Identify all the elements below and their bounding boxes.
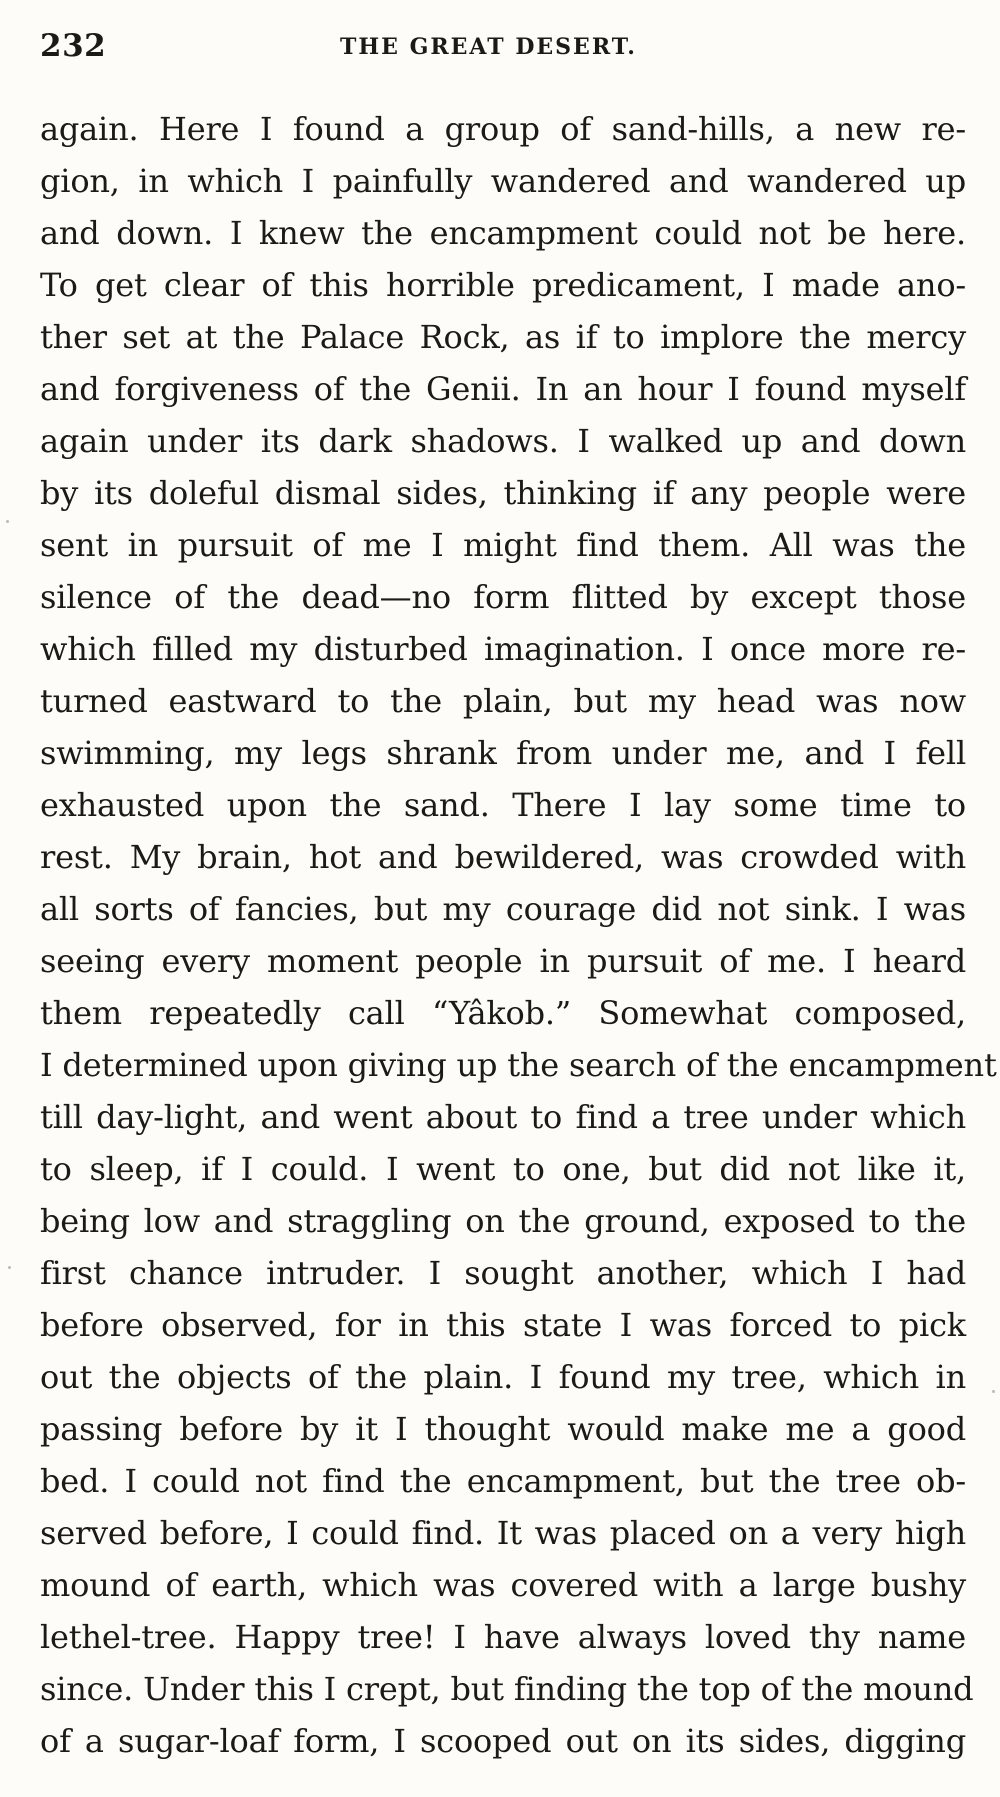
text-line: and forgiveness of the Genii. In an hour I found myself [40,370,966,408]
page-number: 232 [40,28,107,64]
text-line: bed. I could not find the encampment, but the tree ob- [40,1462,966,1500]
text-line: which filled my disturbed imagination. I once more re- [40,630,966,668]
text-line: rest. My brain, hot and bewildered, was crowded with [40,838,966,876]
text-line: exhausted upon the sand. There I lay some time to [40,786,966,824]
text-line: first chance intruder. I sought another, which I had [40,1254,966,1292]
text-line: seeing every moment people in pursuit of me. I heard [40,942,966,980]
text-line: and down. I knew the encampment could not be here. [40,214,966,252]
text-line: turned eastward to the plain, but my head was now [40,682,966,720]
text-line: again. Here I found a group of sand-hills, a new re- [40,110,966,148]
body-text [40,103,997,1767]
text-line: of a sugar-loaf form, I scooped out on its sides, digging [40,1722,966,1760]
text-line: all sorts of fancies, but my courage did not sink. I was [40,890,966,928]
text-line: since. Under this I crept, but finding the top of the mound [40,1670,974,1708]
text-line: I determined upon giving up the search of the encampment [40,1046,997,1084]
text-line: lethel-tree. Happy tree! I have always loved thy name [40,1618,966,1656]
text-line: ther set at the Palace Rock, as if to implore the mercy [40,318,966,356]
print-speck [992,1390,995,1393]
text-line: To get clear of this horrible predicament, I made ano- [40,266,966,304]
text-line: gion, in which I painfully wandered and wandered up [40,162,966,200]
text-line: swimming, my legs shrank from under me, and I fell [40,734,966,772]
print-speck [8,1266,11,1269]
text-line: being low and straggling on the ground, exposed to the [40,1202,966,1240]
text-line: served before, I could find. It was placed on a very high [40,1514,966,1552]
running-head [40,28,960,78]
text-line: to sleep, if I could. I went to one, but did not like it, [40,1150,966,1188]
text-line: again under its dark shadows. I walked up and down [40,422,966,460]
text-line: mound of earth, which was covered with a large bushy [40,1566,966,1604]
text-line: passing before by it I thought would make me a good [40,1410,966,1448]
text-line: out the objects of the plain. I found my tree, which in [40,1358,966,1396]
print-speck [6,520,9,523]
text-line: silence of the dead—no form flitted by except those [40,578,966,616]
text-line: sent in pursuit of me I might find them. All was the [40,526,966,564]
running-title: THE GREAT DESERT. [340,34,637,60]
text-line: them repeatedly call “Yâkob.” Somewhat composed, [40,994,966,1032]
text-line: by its doleful dismal sides, thinking if any people were [40,474,966,512]
text-line: till day-light, and went about to find a tree under which [40,1098,966,1136]
text-line: before observed, for in this state I was forced to pick [40,1306,966,1344]
